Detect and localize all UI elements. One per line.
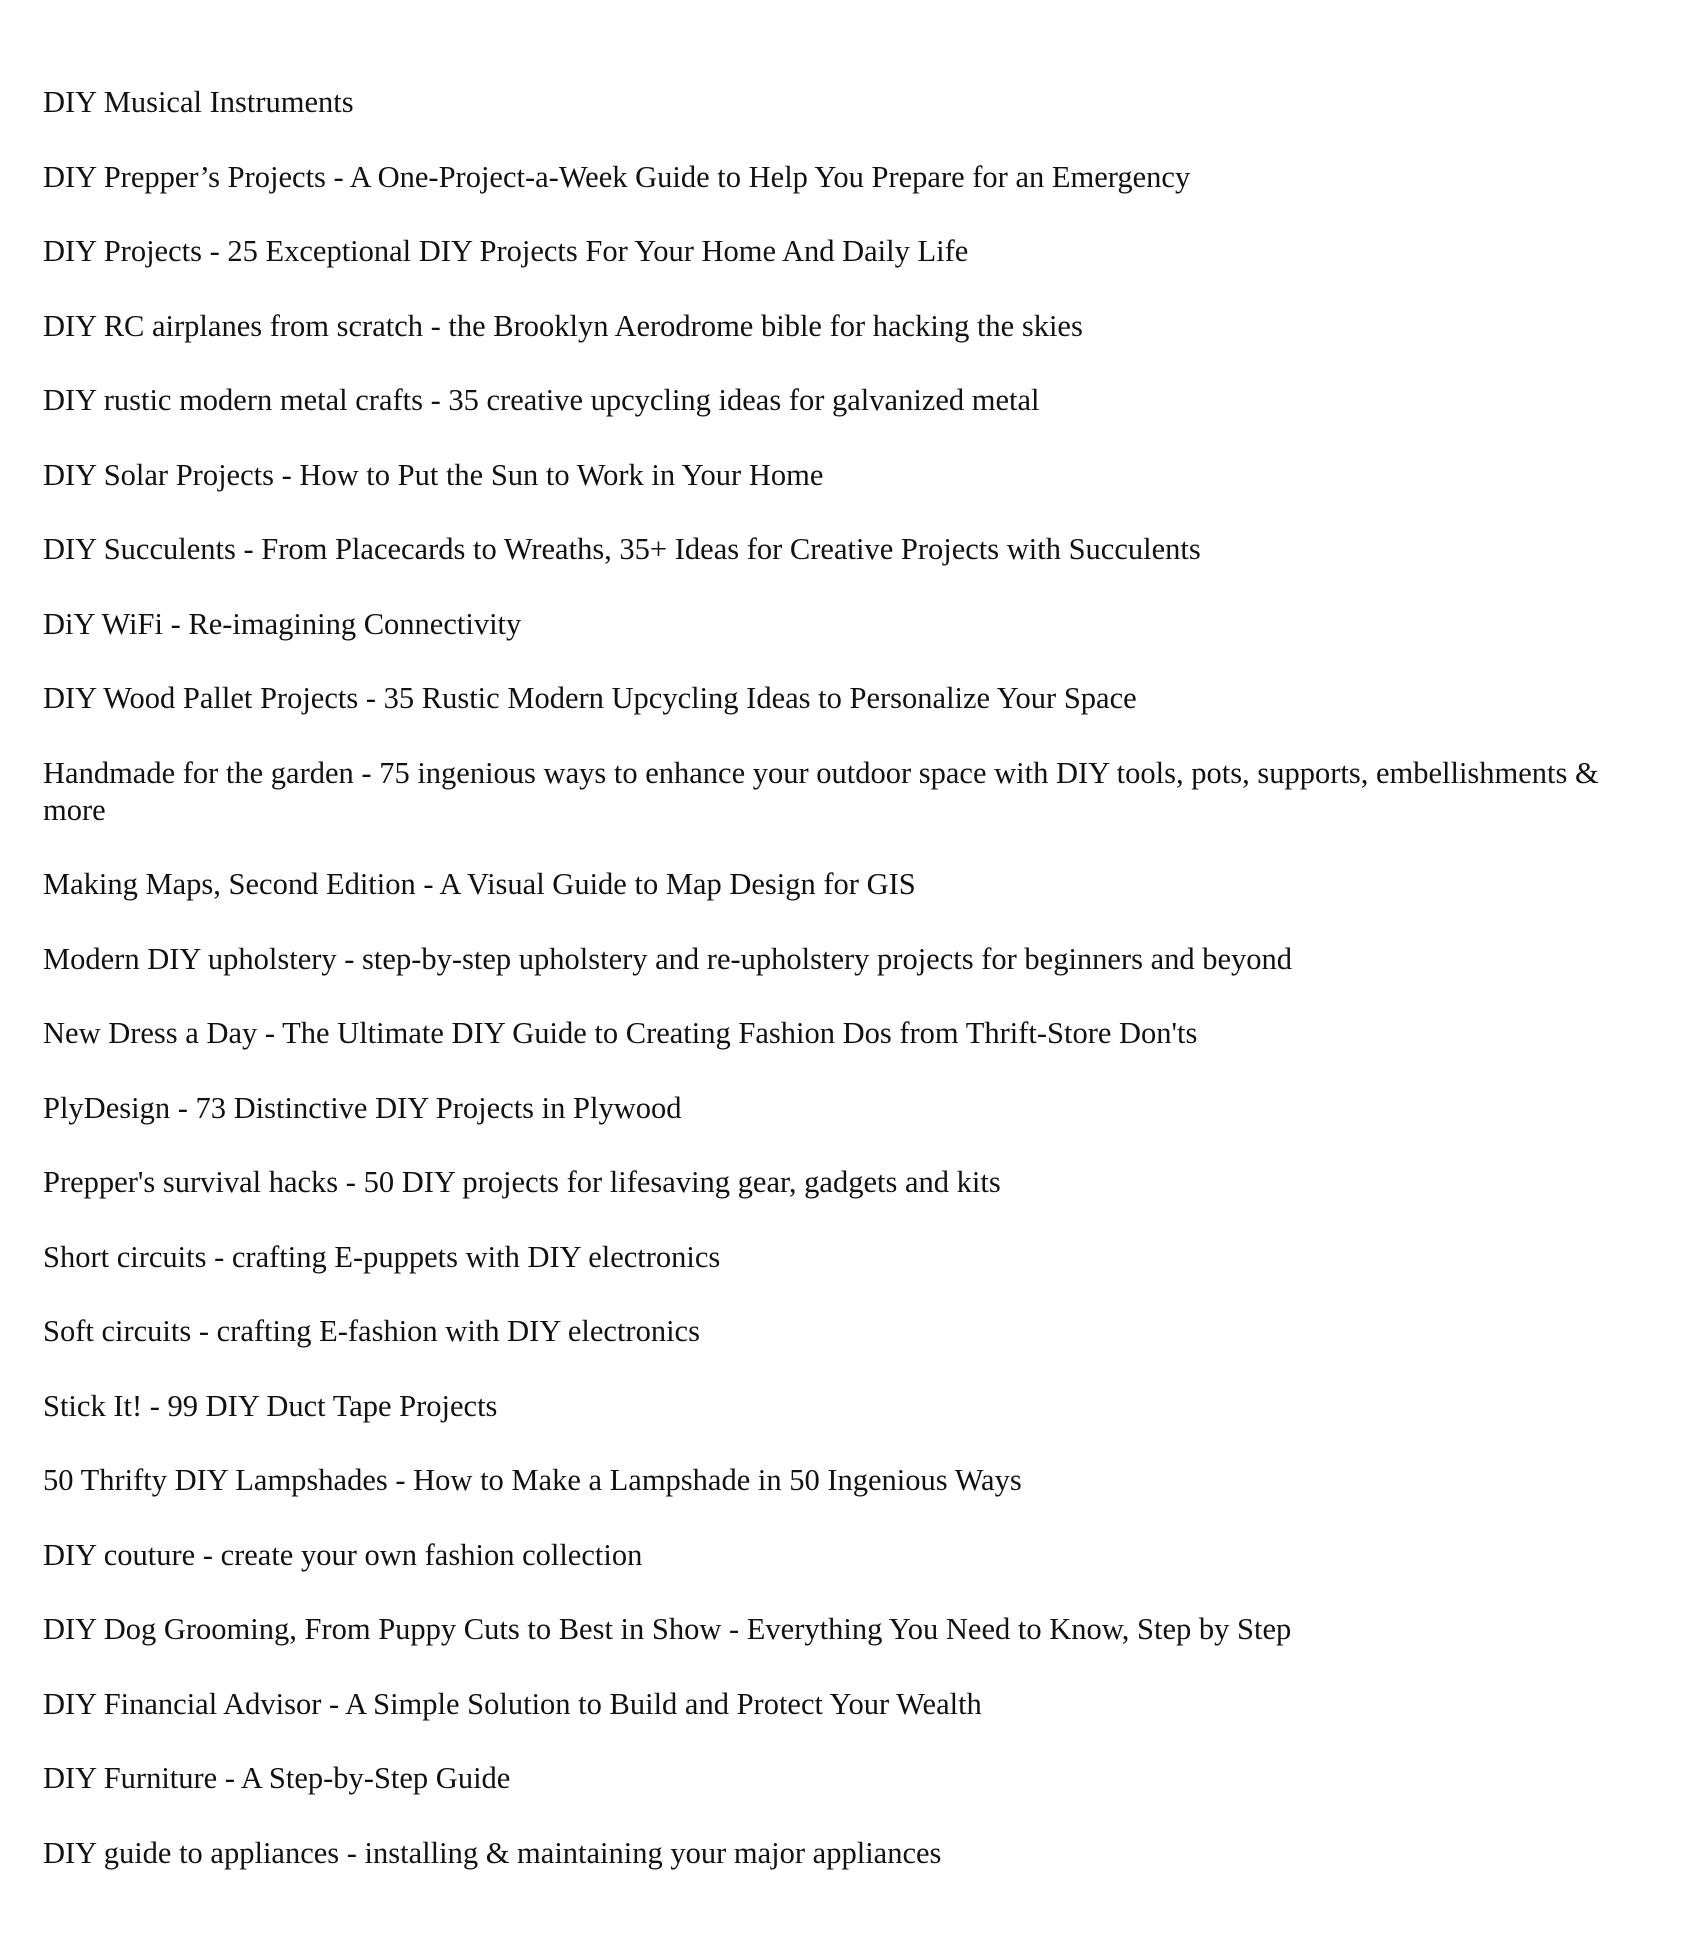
list-item: Soft circuits - crafting E-fashion with DIY electronics — [43, 1314, 700, 1348]
list-item: Modern DIY upholstery - step-by-step upholstery and re-upholstery projects for beginners and beyond — [43, 941, 1293, 976]
list-item: DIY Solar Projects - How to Put the Sun to Work in Your Home — [43, 457, 824, 492]
list-item: Making Maps, Second Edition - A Visual Guide to Map Design for GIS — [43, 867, 916, 901]
list-item: DIY Financial Advisor - A Simple Solution to Build and Protect Your Wealth — [43, 1686, 982, 1721]
book-title-list — [43, 84, 1603, 1909]
list-item: DiY WiFi - Re-imagining Connectivity — [43, 606, 522, 641]
list-item: DIY RC airplanes from scratch - the Brooklyn Aerodrome bible for hacking the skies — [43, 308, 1083, 343]
list-item: DIY Wood Pallet Projects - 35 Rustic Modern Upcycling Ideas to Personalize Your Space — [43, 681, 1137, 715]
list-item: Short circuits - crafting E-puppets with DIY electronics — [43, 1239, 721, 1274]
list-item: New Dress a Day - The Ultimate DIY Guide to Creating Fashion Dos from Thrift-Store Don'ts — [43, 1016, 1198, 1050]
list-item: Stick It! - 99 DIY Duct Tape Projects — [43, 1388, 498, 1423]
list-item: DIY guide to appliances - installing & maintaining your major appliances — [43, 1835, 942, 1870]
list-item: DIY Projects - 25 Exceptional DIY Projects For Your Home And Daily Life — [43, 234, 969, 268]
list-item: DIY Furniture - A Step-by-Step Guide — [43, 1761, 511, 1795]
list-item: DIY couture - create your own fashion collection — [43, 1537, 643, 1572]
list-item: DIY Musical Instruments — [43, 85, 354, 119]
list-item: Handmade for the garden - 75 ingenious ways to enhance your outdoor space with DIY tools, pots, supports, embellishments & more — [43, 755, 1599, 827]
list-item: DIY rustic modern metal crafts - 35 creative upcycling ideas for galvanized metal — [43, 383, 1040, 417]
list-item: 50 Thrifty DIY Lampshades - How to Make a Lampshade in 50 Ingenious Ways — [43, 1463, 1022, 1497]
list-item: PlyDesign - 73 Distinctive DIY Projects in Plywood — [43, 1090, 682, 1125]
list-item: DIY Succulents - From Placecards to Wreaths, 35+ Ideas for Creative Projects with Succulents — [43, 532, 1201, 566]
list-item: DIY Dog Grooming, From Puppy Cuts to Best in Show - Everything You Need to Know, Step by Step — [43, 1612, 1292, 1646]
list-item: Prepper's survival hacks - 50 DIY projects for lifesaving gear, gadgets and kits — [43, 1165, 1001, 1199]
list-item: DIY Prepper’s Projects - A One-Project-a-Week Guide to Help You Prepare for an Emergency — [43, 159, 1191, 194]
